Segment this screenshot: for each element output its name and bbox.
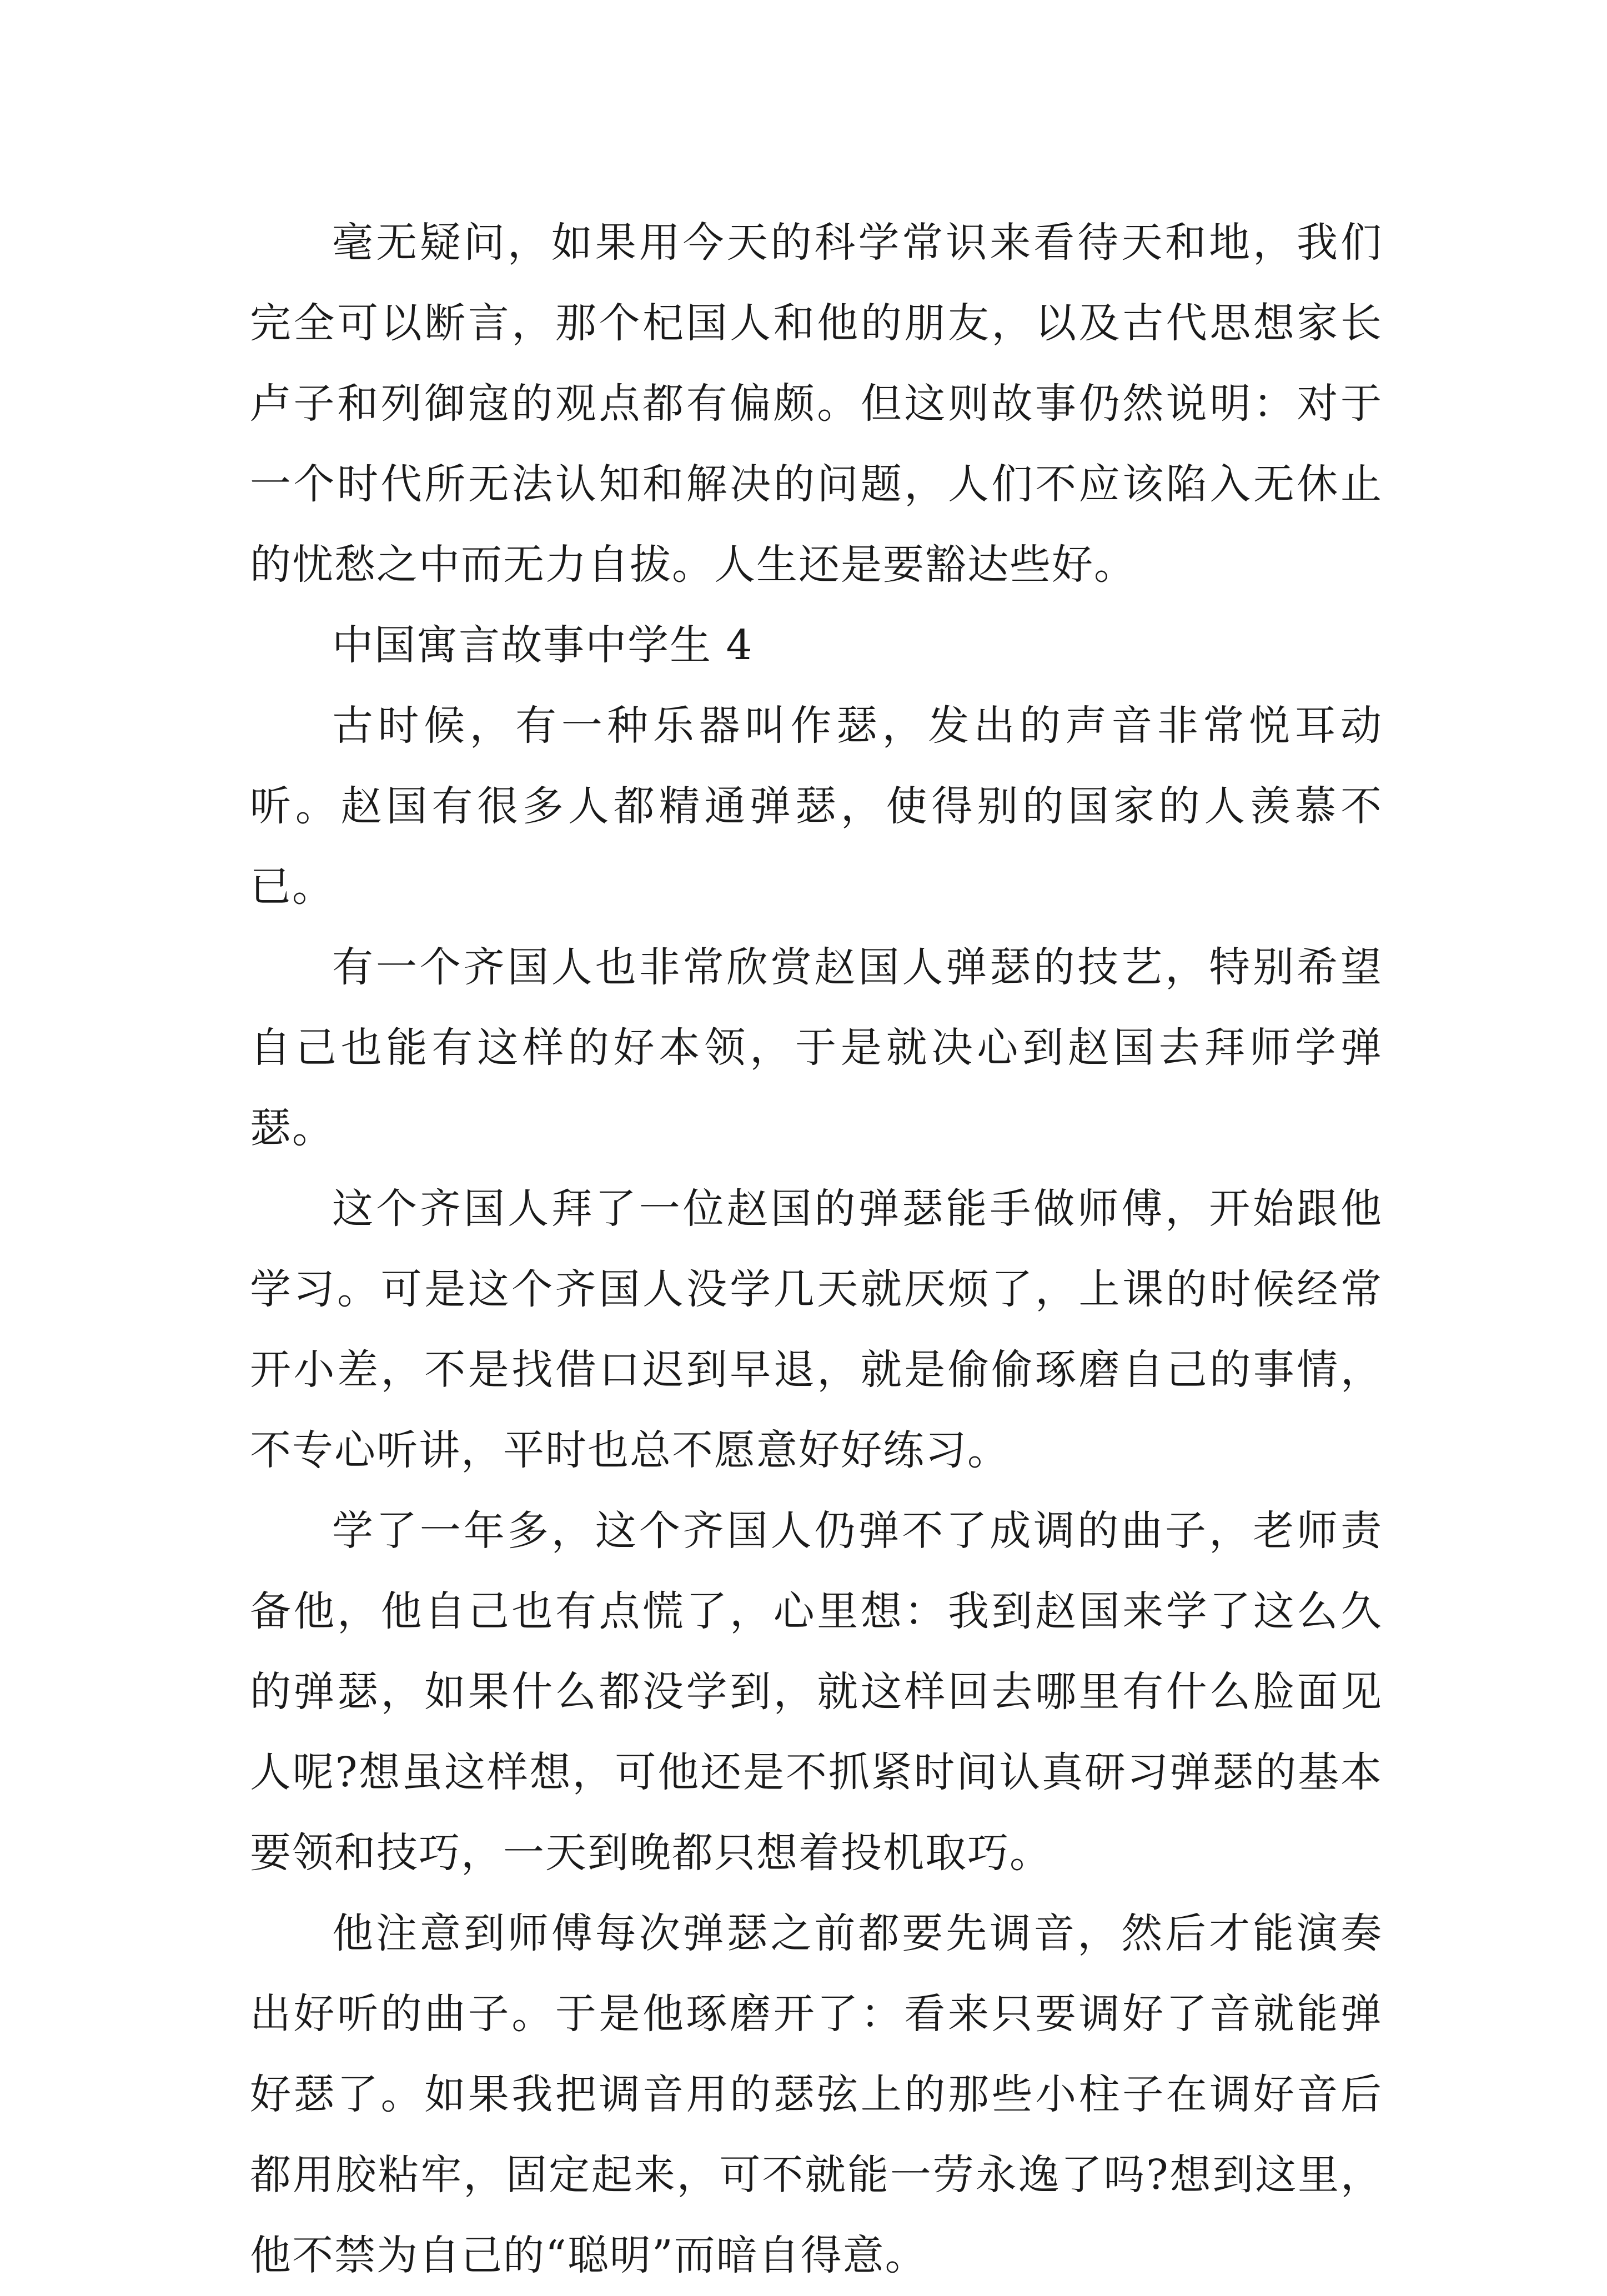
- document-body: [250, 203, 1383, 2296]
- section-heading: 中国寓言故事中学生 4: [332, 621, 754, 669]
- paragraph-intro-se: 古时候，有一种乐器叫作瑟，发出的声音非常悦耳动听。赵国有很多人都精通弹瑟，使得别的国家的人羡慕不已。: [250, 702, 1383, 911]
- paragraph-one-year: 学了一年多，这个齐国人仍弹不了成调的曲子，老师责备他，他自己也有点慌了，心里想：我到赵国来学了这么久的弹瑟，如果什么都没学到，就这样回去哪里有什么脸面见人呢?想虽这样想，可他还是不抓紧时间认真研习弹瑟的基本要领和技巧，一天到晚都只想着投机取巧。: [250, 1507, 1383, 1877]
- paragraph-conclusion: 毫无疑问，如果用今天的科学常识来看待天和地，我们完全可以断言，那个杞国人和他的朋友，以及古代思想家长卢子和列御寇的观点都有偏颇。但这则故事仍然说明：对于一个时代所无法认知和解决的问题，人们不应该陷入无休止的忧愁之中而无力自拔。人生还是要豁达些好。: [250, 219, 1383, 589]
- paragraph-qi-man: 有一个齐国人也非常欣赏赵国人弹瑟的技艺，特别希望自己也能有这样的好本领，于是就决心到赵国去拜师学弹瑟。: [250, 943, 1383, 1152]
- paragraph-apprentice: 这个齐国人拜了一位赵国的弹瑟能手做师傅，开始跟他学习。可是这个齐国人没学几天就厌烦了，上课的时候经常开小差，不是找借口迟到早退，就是偷偷琢磨自己的事情，不专心听讲，平时也总不愿意好好练习。: [250, 1185, 1383, 1474]
- paragraph-tuning: 他注意到师傅每次弹瑟之前都要先调音，然后才能演奏出好听的曲子。于是他琢磨开了：看来只要调好了音就能弹好瑟了。如果我把调音用的瑟弦上的那些小柱子在调好音后都用胶粘牢，固定起来，可不就能一劳永逸了吗?想到这里，他不禁为自己的“聪明”而暗自得意。: [250, 1910, 1383, 2279]
